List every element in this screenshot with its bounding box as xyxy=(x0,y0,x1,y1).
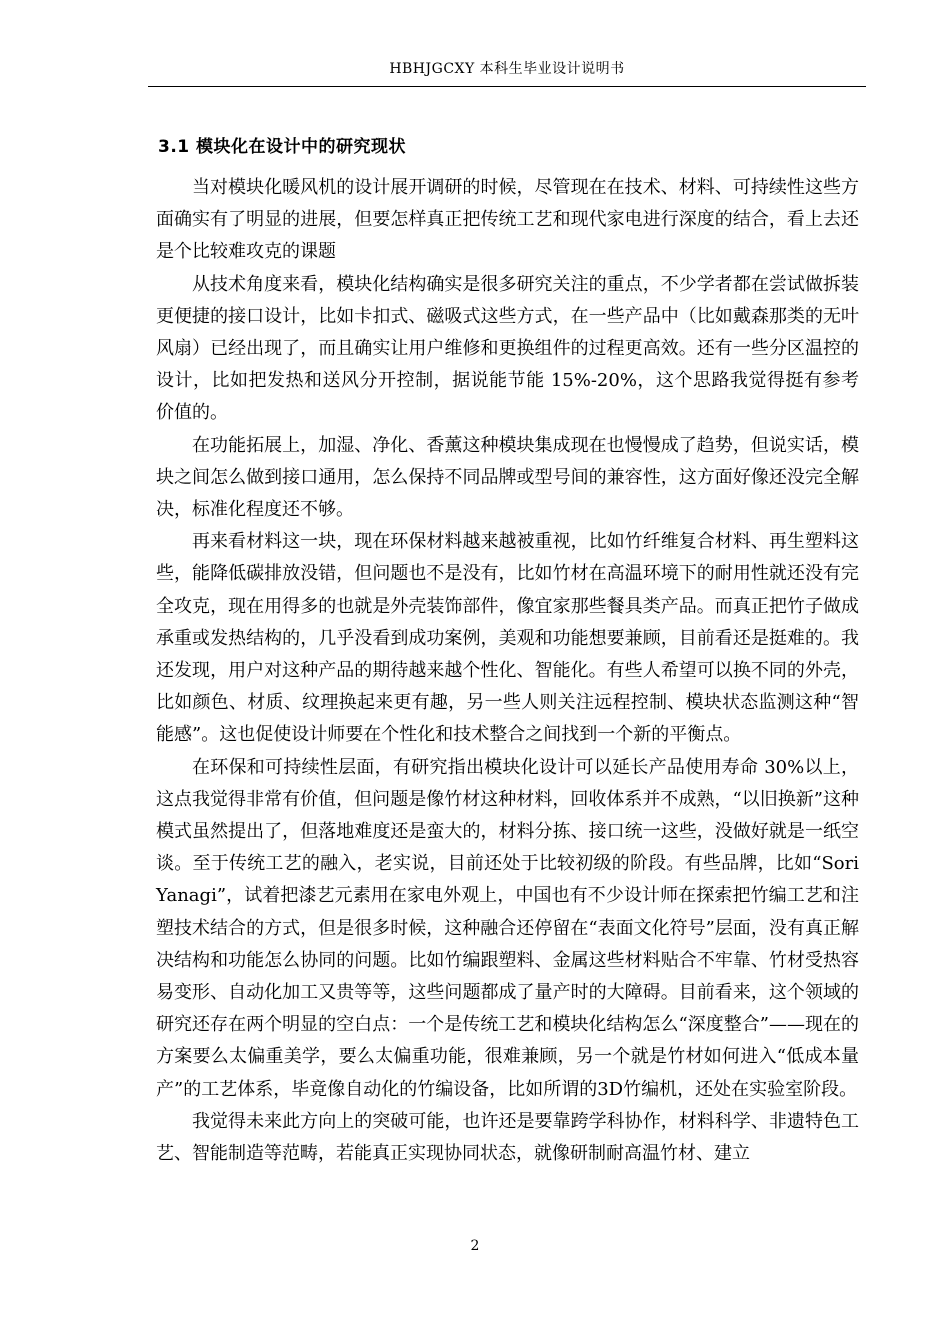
paragraph: 在功能拓展上，加湿、净化、香薰这种模块集成现在也慢慢成了趋势，但说实话，模块之间怎么做到接口通用，怎么保持不同品牌或型号间的兼容性，这方面好像还没完全解决，标准化程度还不够。 xyxy=(156,434,859,521)
paragraph: 当对模块化暖风机的设计展开调研的时候，尽管现在在技术、材料、可持续性这些方面确实有了明显的进展，但要怎样真正把传统工艺和现代家电进行深度的结合，看上去还是个比较难攻克的课题 xyxy=(156,177,859,263)
page-number: 2 xyxy=(470,1238,480,1254)
header-title: HBHJGCXY 本科生毕业设计说明书 xyxy=(389,61,625,77)
header-divider xyxy=(148,86,866,87)
paragraph: 再来看材料这一块，现在环保材料越来越被重视，比如竹纤维复合材料、再生塑料这些，能降低碳排放没错，但问题也不是没有，比如竹材在高温环境下的耐用性就还没有完全攻克，现在用得多的也就是外壳装饰部件，像宜家那些餐具类产品。而真正把竹子做成承重或发热结构的，几乎没看到成功案例，美观和功能想要兼顾，目前看还是挺难的。我还发现，用户对这种产品的期待越来越个性化、智能化。有些人希望可以换不同的外壳，比如颜色、材质、纹理换起来更有趣，另一些人则关注远程控制、模块状态监测这种“智能感”。这也促使设计师要在个性化和技术整合之间找到一个新的平衡点。 xyxy=(156,531,859,746)
section-title: 3.1 模块化在设计中的研究现状 xyxy=(158,137,407,157)
body-text xyxy=(156,172,859,1170)
paragraph: 从技术角度来看，模块化结构确实是很多研究关注的重点，不少学者都在尝试做拆装更便捷的接口设计，比如卡扣式、磁吸式这些方式，在一些产品中（比如戴森那类的无叶风扇）已经出现了，而且确实让用户维修和更换组件的过程更高效。还有一些分区温控的设计，比如把发热和送风分开控制，据说能节能 15%-20%，这个思路我觉得挺有参考价值的。 xyxy=(156,273,859,424)
paragraph: 在环保和可持续性层面，有研究指出模块化设计可以延长产品使用寿命 30%以上，这点我觉得非常有价值，但问题是像竹材这种材料，回收体系并不成熟，“以旧换新”这种模式虽然提出了，但落地难度还是蛮大的，材料分拣、接口统一这些，没做好就是一纸空谈。至于传统工艺的融入，老实说，目前还处于比较初级的阶段。有些品牌，比如“Sori Yanagi”，试着把漆艺元素用在家电外观上，中国也有不少设计师在探索把竹编工艺和注塑技术结合的方式，但是很多时候，这种融合还停留在“表面文化符号”层面，没有真正解决结构和功能怎么协同的问题。比如竹编跟塑料、金属这些材料贴合不牢靠、竹材受热容易变形、自动化加工又贵等等，这些问题都成了量产时的大障碍。目前看来，这个领域的研究还存在两个明显的空白点：一个是传统工艺和模块化结构怎么“深度整合”——现在的方案要么太偏重美学，要么太偏重功能，很难兼顾，另一个就是竹材如何进入“低成本量产”的工艺体系，毕竟像自动化的竹编设备，比如所谓的3D竹编机，还处在实验室阶段。 xyxy=(156,756,859,1100)
paragraph: 我觉得未来此方向上的突破可能，也许还是要靠跨学科协作，材料科学、非遗特色工艺、智能制造等范畴，若能真正实现协同状态，就像研制耐高温竹材、建立 xyxy=(156,1110,859,1165)
